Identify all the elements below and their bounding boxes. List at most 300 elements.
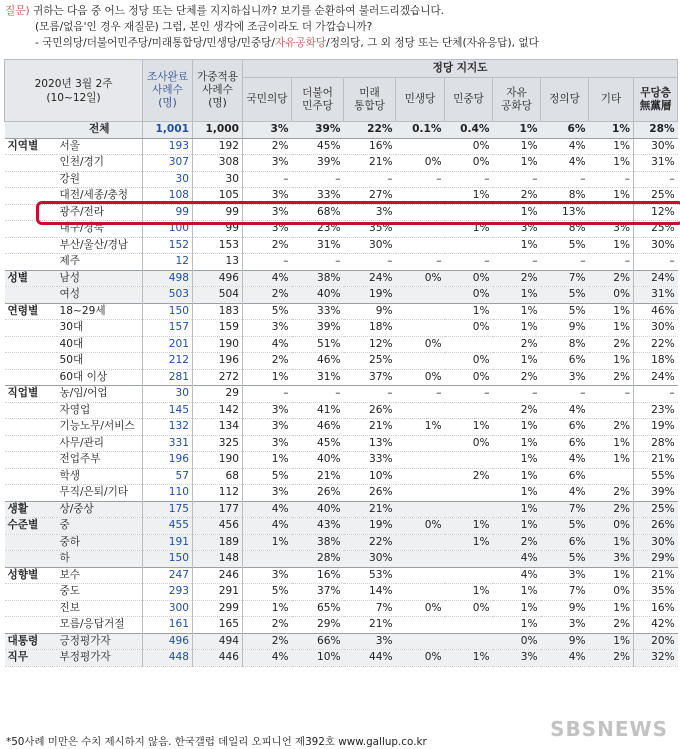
value-cell: 4% bbox=[243, 650, 292, 667]
value-cell: 2% bbox=[589, 501, 634, 518]
value-cell: – bbox=[396, 386, 445, 403]
value-cell: 45% bbox=[292, 138, 344, 155]
survey-count: 157 bbox=[143, 320, 193, 337]
value-cell: 37% bbox=[292, 584, 344, 601]
value-cell: 19% bbox=[634, 419, 678, 436]
table-row bbox=[5, 485, 678, 502]
value-cell: 0% bbox=[396, 600, 445, 617]
group-label bbox=[5, 254, 57, 271]
value-cell: 0% bbox=[445, 138, 493, 155]
value-cell: 2% bbox=[493, 369, 541, 386]
row-label: 중도 bbox=[57, 584, 143, 601]
row-label: 하 bbox=[57, 551, 143, 568]
value-cell: – bbox=[589, 254, 634, 271]
survey-count: 30 bbox=[143, 171, 193, 188]
survey-count: 110 bbox=[143, 485, 193, 502]
group-label bbox=[5, 419, 57, 436]
value-cell: 0% bbox=[445, 155, 493, 172]
value-cell: 39% bbox=[292, 155, 344, 172]
value-cell: 1% bbox=[589, 155, 634, 172]
row-label: 여성 bbox=[57, 287, 143, 304]
value-cell: 5% bbox=[541, 287, 589, 304]
table-row bbox=[5, 320, 678, 337]
value-cell: 3% bbox=[243, 402, 292, 419]
value-cell: – bbox=[493, 386, 541, 403]
value-cell: 31% bbox=[292, 369, 344, 386]
value-cell: 1% bbox=[493, 468, 541, 485]
value-cell: 1% bbox=[493, 138, 541, 155]
group-label bbox=[5, 336, 57, 353]
value-cell: 1% bbox=[493, 485, 541, 502]
weighted-count-header: 가중적용 사례수 (명) bbox=[193, 60, 243, 122]
value-cell: 25% bbox=[634, 221, 678, 238]
value-cell: 4% bbox=[493, 551, 541, 568]
value-cell: 0% bbox=[589, 287, 634, 304]
weighted-count: 456 bbox=[193, 518, 243, 535]
value-cell: – bbox=[445, 386, 493, 403]
value-cell: 10% bbox=[344, 468, 396, 485]
value-cell: 27% bbox=[344, 188, 396, 205]
value-cell: 31% bbox=[634, 287, 678, 304]
value-cell: 6% bbox=[541, 534, 589, 551]
row-label: 모름/응답거절 bbox=[57, 617, 143, 634]
value-cell: 9% bbox=[541, 600, 589, 617]
value-cell: 33% bbox=[292, 188, 344, 205]
value-cell: 8% bbox=[541, 188, 589, 205]
row-label: 무직/은퇴/기타 bbox=[57, 485, 143, 502]
group-label bbox=[5, 485, 57, 502]
value-cell: 3% bbox=[243, 204, 292, 221]
value-cell: 21% bbox=[344, 617, 396, 634]
value-cell: 40% bbox=[292, 287, 344, 304]
value-cell: 1% bbox=[243, 534, 292, 551]
value-cell: 21% bbox=[292, 468, 344, 485]
highlight-party: 자유공화당 bbox=[274, 37, 327, 49]
table-row bbox=[5, 254, 678, 271]
value-cell: 26% bbox=[634, 518, 678, 535]
value-cell: 0% bbox=[396, 518, 445, 535]
value-cell: 0% bbox=[589, 518, 634, 535]
value-cell: 1% bbox=[493, 501, 541, 518]
value-cell: 4% bbox=[541, 650, 589, 667]
value-cell bbox=[396, 468, 445, 485]
value-cell: 2% bbox=[493, 270, 541, 287]
survey-count: 498 bbox=[143, 270, 193, 287]
table-row bbox=[5, 567, 678, 584]
value-cell: 0% bbox=[396, 369, 445, 386]
value-cell: 2% bbox=[493, 534, 541, 551]
value-cell: 21% bbox=[634, 452, 678, 469]
group-label: 직무 bbox=[5, 650, 57, 667]
value-cell: 24% bbox=[634, 270, 678, 287]
value-cell: 46% bbox=[292, 419, 344, 436]
weighted-count: 183 bbox=[193, 303, 243, 320]
weighted-count: 112 bbox=[193, 485, 243, 502]
value-cell bbox=[396, 584, 445, 601]
value-cell: 3% bbox=[493, 650, 541, 667]
row-label: 남성 bbox=[57, 270, 143, 287]
table-row bbox=[5, 287, 678, 304]
value-cell: 22% bbox=[344, 534, 396, 551]
weighted-count: 299 bbox=[193, 600, 243, 617]
value-cell: 3% bbox=[589, 551, 634, 568]
weighted-count: 177 bbox=[193, 501, 243, 518]
value-cell: 40% bbox=[292, 501, 344, 518]
weighted-count: 1,000 bbox=[193, 122, 243, 139]
value-cell: 8% bbox=[541, 336, 589, 353]
weighted-count: 190 bbox=[193, 452, 243, 469]
value-cell: 5% bbox=[541, 518, 589, 535]
value-cell: – bbox=[445, 254, 493, 271]
value-cell: 1% bbox=[589, 138, 634, 155]
value-cell bbox=[396, 353, 445, 370]
group-label bbox=[5, 320, 57, 337]
value-cell: 1% bbox=[589, 353, 634, 370]
survey-count: 193 bbox=[143, 138, 193, 155]
value-cell: – bbox=[541, 171, 589, 188]
value-cell bbox=[396, 617, 445, 634]
value-cell: 4% bbox=[541, 402, 589, 419]
survey-count: 132 bbox=[143, 419, 193, 436]
value-cell: 13% bbox=[344, 435, 396, 452]
survey-count: 331 bbox=[143, 435, 193, 452]
value-cell: 1% bbox=[493, 320, 541, 337]
value-cell: 1% bbox=[589, 567, 634, 584]
value-cell: 66% bbox=[292, 633, 344, 650]
value-cell bbox=[396, 551, 445, 568]
value-cell: 30% bbox=[634, 320, 678, 337]
value-cell: 39% bbox=[292, 320, 344, 337]
value-cell: – bbox=[445, 171, 493, 188]
value-cell: 39% bbox=[634, 485, 678, 502]
table-row bbox=[5, 600, 678, 617]
survey-count: 281 bbox=[143, 369, 193, 386]
value-cell: 3% bbox=[344, 633, 396, 650]
value-cell bbox=[445, 567, 493, 584]
value-cell: – bbox=[243, 171, 292, 188]
value-cell bbox=[445, 452, 493, 469]
survey-count: 145 bbox=[143, 402, 193, 419]
highlight-box bbox=[36, 201, 680, 225]
value-cell bbox=[445, 237, 493, 254]
weighted-count: 105 bbox=[193, 188, 243, 205]
group-label bbox=[5, 452, 57, 469]
value-cell bbox=[396, 452, 445, 469]
group-label bbox=[5, 435, 57, 452]
value-cell: 3% bbox=[243, 155, 292, 172]
value-cell: 39% bbox=[292, 122, 344, 139]
value-cell: 1% bbox=[589, 435, 634, 452]
value-cell: 1% bbox=[589, 122, 634, 139]
value-cell: 9% bbox=[541, 320, 589, 337]
weighted-count: 142 bbox=[193, 402, 243, 419]
value-cell: 0% bbox=[445, 600, 493, 617]
footnote: *50사례 미만은 수치 제시하지 않음. 한국갤럽 데일리 오피니언 제392호 www.gallup.co.kr bbox=[6, 736, 427, 748]
row-label: 18~29세 bbox=[57, 303, 143, 320]
value-cell: 45% bbox=[292, 435, 344, 452]
value-cell: 2% bbox=[589, 369, 634, 386]
value-cell: 46% bbox=[292, 353, 344, 370]
value-cell: – bbox=[589, 171, 634, 188]
group-label bbox=[5, 155, 57, 172]
table-row bbox=[5, 386, 678, 403]
value-cell: 5% bbox=[541, 551, 589, 568]
value-cell: 10% bbox=[292, 650, 344, 667]
table-row bbox=[5, 270, 678, 287]
value-cell: 38% bbox=[292, 534, 344, 551]
value-cell: 24% bbox=[344, 270, 396, 287]
value-cell bbox=[445, 485, 493, 502]
value-cell: 1% bbox=[589, 320, 634, 337]
value-cell: 1% bbox=[493, 155, 541, 172]
group-label bbox=[5, 534, 57, 551]
value-cell: 1% bbox=[589, 534, 634, 551]
value-cell: 1% bbox=[493, 419, 541, 436]
survey-count: 161 bbox=[143, 617, 193, 634]
value-cell: 1% bbox=[589, 452, 634, 469]
value-cell: 30% bbox=[344, 551, 396, 568]
value-cell: 23% bbox=[292, 221, 344, 238]
group-label bbox=[5, 369, 57, 386]
value-cell: 7% bbox=[541, 270, 589, 287]
survey-count: 448 bbox=[143, 650, 193, 667]
group-label bbox=[5, 600, 57, 617]
value-cell: 33% bbox=[344, 452, 396, 469]
value-cell: 4% bbox=[243, 501, 292, 518]
value-cell: 28% bbox=[292, 551, 344, 568]
row-label: 부정평가자 bbox=[57, 650, 143, 667]
value-cell: 1% bbox=[493, 600, 541, 617]
value-cell: – bbox=[634, 171, 678, 188]
value-cell: – bbox=[292, 254, 344, 271]
value-cell: 9% bbox=[344, 303, 396, 320]
group-label: 직업별 bbox=[5, 386, 57, 403]
value-cell: 21% bbox=[344, 155, 396, 172]
value-cell: – bbox=[589, 386, 634, 403]
group-label bbox=[5, 171, 57, 188]
value-cell: 32% bbox=[634, 650, 678, 667]
value-cell: – bbox=[493, 171, 541, 188]
value-cell: 0% bbox=[589, 584, 634, 601]
group-label bbox=[5, 617, 57, 634]
question-label: 질문) bbox=[5, 5, 30, 17]
group-label: 수준별 bbox=[5, 518, 57, 535]
value-cell: 6% bbox=[541, 353, 589, 370]
survey-count: 99 bbox=[143, 204, 193, 221]
weighted-count: 30 bbox=[193, 171, 243, 188]
value-cell: 25% bbox=[634, 188, 678, 205]
value-cell: 16% bbox=[634, 600, 678, 617]
question-line-2: (모름/없음'인 경우 재질문) 그럼, 본인 생각에 조금이라도 더 가깝습니까? bbox=[35, 21, 373, 33]
value-cell: 9% bbox=[541, 633, 589, 650]
weighted-count: 148 bbox=[193, 551, 243, 568]
table-row bbox=[5, 551, 678, 568]
value-cell bbox=[445, 617, 493, 634]
row-label: 긍정평가자 bbox=[57, 633, 143, 650]
value-cell: 19% bbox=[344, 518, 396, 535]
value-cell: 4% bbox=[493, 567, 541, 584]
value-cell: – bbox=[634, 254, 678, 271]
party-header-1: 더불어 민주당 bbox=[292, 78, 344, 122]
value-cell: 3% bbox=[243, 221, 292, 238]
group-label: 생활 bbox=[5, 501, 57, 518]
row-label: 사무/관리 bbox=[57, 435, 143, 452]
value-cell: 3% bbox=[589, 221, 634, 238]
value-cell: 13% bbox=[541, 204, 589, 221]
value-cell: 5% bbox=[243, 468, 292, 485]
value-cell: 28% bbox=[634, 122, 678, 139]
value-cell: 3% bbox=[541, 617, 589, 634]
survey-count: 152 bbox=[143, 237, 193, 254]
value-cell: 1% bbox=[445, 518, 493, 535]
survey-count: 300 bbox=[143, 600, 193, 617]
value-cell: 4% bbox=[541, 452, 589, 469]
question-line-1: 질문) 귀하는 다음 중 어느 정당 또는 단체를 지지하십니까? 보기를 순환하여 불러드리겠습니다. bbox=[5, 5, 445, 17]
value-cell: – bbox=[634, 386, 678, 403]
value-cell: 3% bbox=[243, 567, 292, 584]
value-cell: 3% bbox=[344, 204, 396, 221]
weighted-count: 68 bbox=[193, 468, 243, 485]
value-cell: 1% bbox=[445, 419, 493, 436]
value-cell: 6% bbox=[541, 419, 589, 436]
survey-count: 108 bbox=[143, 188, 193, 205]
survey-count: 212 bbox=[143, 353, 193, 370]
value-cell: 0% bbox=[396, 270, 445, 287]
value-cell bbox=[445, 501, 493, 518]
weighted-count: 496 bbox=[193, 270, 243, 287]
table-row bbox=[5, 501, 678, 518]
table-row bbox=[5, 633, 678, 650]
survey-count: 247 bbox=[143, 567, 193, 584]
value-cell: 37% bbox=[344, 369, 396, 386]
row-label: 농/임/어업 bbox=[57, 386, 143, 403]
value-cell: 33% bbox=[292, 303, 344, 320]
weighted-count: 189 bbox=[193, 534, 243, 551]
value-cell: 1% bbox=[493, 237, 541, 254]
value-cell: 1% bbox=[243, 600, 292, 617]
weighted-count: 13 bbox=[193, 254, 243, 271]
value-cell bbox=[396, 485, 445, 502]
value-cell: 0.4% bbox=[445, 122, 493, 139]
value-cell: 1% bbox=[493, 435, 541, 452]
value-cell: 0% bbox=[396, 336, 445, 353]
watermark: SBSNEWS bbox=[550, 717, 668, 741]
value-cell: 0% bbox=[445, 320, 493, 337]
value-cell: – bbox=[541, 386, 589, 403]
value-cell: 2% bbox=[493, 336, 541, 353]
row-label: 대구/경북 bbox=[57, 221, 143, 238]
value-cell: 2% bbox=[243, 287, 292, 304]
weighted-count: 504 bbox=[193, 287, 243, 304]
survey-count: 496 bbox=[143, 633, 193, 650]
value-cell: 1% bbox=[243, 369, 292, 386]
value-cell: 16% bbox=[344, 138, 396, 155]
value-cell: 0% bbox=[493, 633, 541, 650]
group-label bbox=[5, 468, 57, 485]
party-support-header: 정당 지지도 bbox=[243, 60, 678, 78]
value-cell: – bbox=[292, 386, 344, 403]
value-cell bbox=[396, 287, 445, 304]
table-row bbox=[5, 336, 678, 353]
survey-count: 455 bbox=[143, 518, 193, 535]
value-cell: 0% bbox=[445, 270, 493, 287]
value-cell: 7% bbox=[344, 600, 396, 617]
value-cell: 7% bbox=[541, 584, 589, 601]
value-cell: 1% bbox=[493, 122, 541, 139]
party-header-7: 기타 bbox=[589, 78, 634, 122]
row-label: 50대 bbox=[57, 353, 143, 370]
value-cell: 1% bbox=[445, 650, 493, 667]
question-block bbox=[5, 3, 677, 51]
party-header-4: 민중당 bbox=[445, 78, 493, 122]
value-cell: 42% bbox=[634, 617, 678, 634]
value-cell: – bbox=[396, 254, 445, 271]
question-line-3: - 국민의당/더불어민주당/미래통합당/민생당/민중당/자유공화당/정의당, 그 외 정당 또는 단체(자유응답), 없다 bbox=[35, 37, 539, 49]
value-cell: 4% bbox=[243, 270, 292, 287]
value-cell: 4% bbox=[541, 138, 589, 155]
value-cell: 0% bbox=[396, 155, 445, 172]
value-cell: 2% bbox=[493, 188, 541, 205]
weighted-count: 159 bbox=[193, 320, 243, 337]
value-cell: 31% bbox=[292, 237, 344, 254]
row-label: 중 bbox=[57, 518, 143, 535]
row-label: 상/중상 bbox=[57, 501, 143, 518]
value-cell bbox=[396, 138, 445, 155]
value-cell: 2% bbox=[589, 419, 634, 436]
value-cell bbox=[243, 551, 292, 568]
weighted-count: 308 bbox=[193, 155, 243, 172]
value-cell: 4% bbox=[541, 155, 589, 172]
row-label: 자영업 bbox=[57, 402, 143, 419]
row-label: 40대 bbox=[57, 336, 143, 353]
weighted-count: 196 bbox=[193, 353, 243, 370]
table-row bbox=[5, 402, 678, 419]
party-header-2: 미래 통합당 bbox=[344, 78, 396, 122]
survey-count: 175 bbox=[143, 501, 193, 518]
value-cell: 22% bbox=[634, 336, 678, 353]
weighted-count: 272 bbox=[193, 369, 243, 386]
table-row bbox=[5, 617, 678, 634]
table-row bbox=[5, 518, 678, 535]
table-row bbox=[5, 122, 678, 139]
table-row bbox=[5, 452, 678, 469]
value-cell: 30% bbox=[634, 534, 678, 551]
party-header-6: 정의당 bbox=[541, 78, 589, 122]
survey-count: 201 bbox=[143, 336, 193, 353]
value-cell: 41% bbox=[292, 402, 344, 419]
value-cell: 1% bbox=[445, 584, 493, 601]
value-cell: 4% bbox=[541, 485, 589, 502]
value-cell bbox=[396, 534, 445, 551]
value-cell: 1% bbox=[445, 303, 493, 320]
table-row bbox=[5, 584, 678, 601]
value-cell: – bbox=[541, 254, 589, 271]
value-cell: 30% bbox=[344, 237, 396, 254]
row-label: 부산/울산/경남 bbox=[57, 237, 143, 254]
value-cell: 6% bbox=[541, 122, 589, 139]
value-cell: 55% bbox=[634, 468, 678, 485]
value-cell: 21% bbox=[344, 419, 396, 436]
survey-count: 191 bbox=[143, 534, 193, 551]
survey-count: 100 bbox=[143, 221, 193, 238]
value-cell: 25% bbox=[344, 353, 396, 370]
value-cell: 1% bbox=[493, 617, 541, 634]
table-row bbox=[5, 419, 678, 436]
value-cell: 1% bbox=[493, 584, 541, 601]
value-cell: 29% bbox=[634, 551, 678, 568]
value-cell bbox=[396, 303, 445, 320]
group-label bbox=[5, 353, 57, 370]
